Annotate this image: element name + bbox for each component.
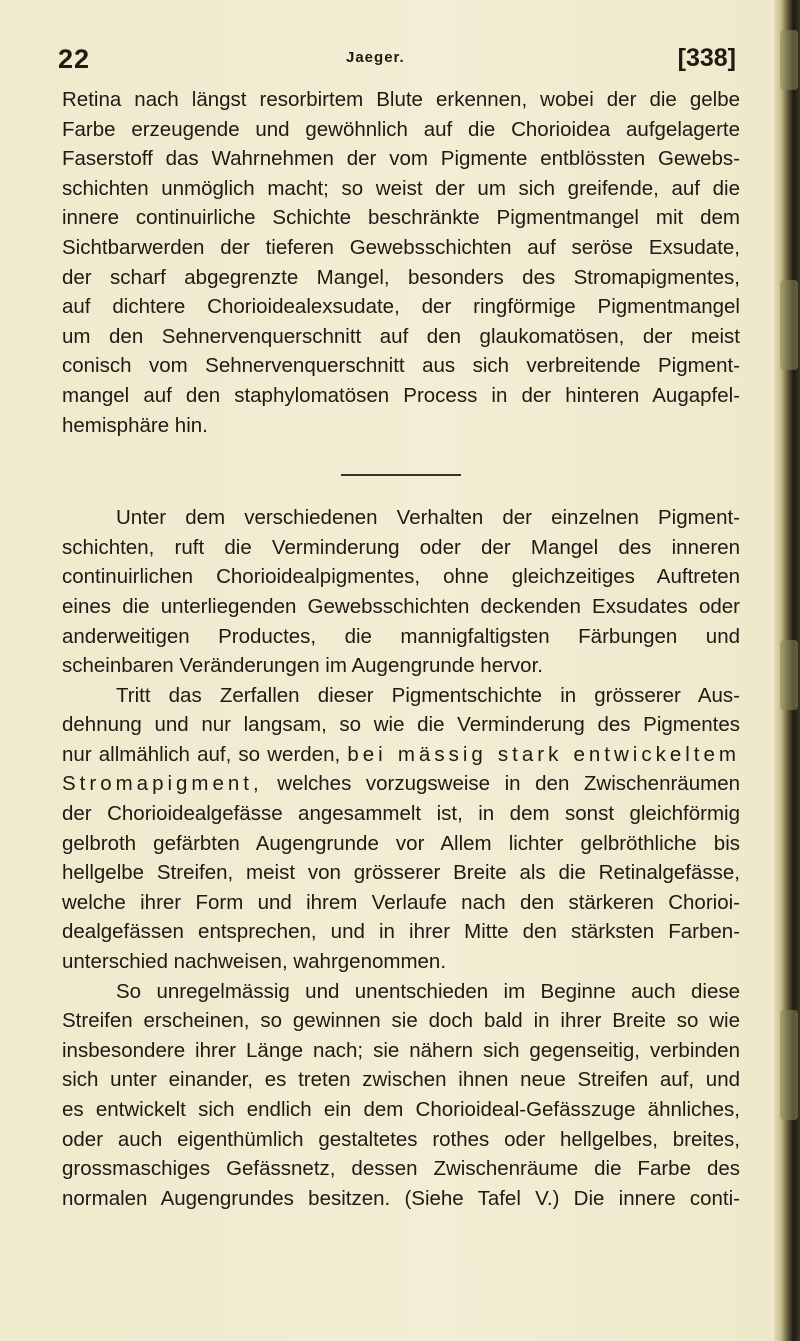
emphasized-text: bei mässig stark entwickeltem xyxy=(347,742,740,766)
text-line: Unter dem verschiedenen Verhalten der einzelnen Pigment- xyxy=(116,506,740,530)
text-line: oder auch eigenthümlich gestaltetes rothes oder hellgelbes, breites, xyxy=(62,1127,740,1151)
text-line: mangel auf den staphylomatösen Process in der hinteren Augapfel- xyxy=(62,383,740,407)
text-fragment: welches vorzugsweise in den Zwischenräumen xyxy=(277,772,740,796)
text-line: anderweitigen Productes, die mannigfaltigsten Färbungen und xyxy=(62,624,740,648)
page-number: 22 xyxy=(58,44,91,74)
text-line: es entwickelt sich endlich ein dem Chorioideal-Gefässzuge ähnliches, xyxy=(62,1098,740,1121)
text-line xyxy=(62,740,740,770)
text-line: hemisphäre hin. xyxy=(62,413,208,437)
text-line: normalen Augengrundes besitzen. (Siehe Tafel V.) Die innere conti- xyxy=(62,1186,740,1210)
text-line: Retina nach längst resorbirtem Blute erkennen, wobei der die gelbe xyxy=(62,88,740,111)
text-line: innere continuirliche Schichte beschränkte Pigmentmangel mit dem xyxy=(62,206,740,230)
text-line: eines die unterliegenden Gewebsschichten deckenden Exsudates oder xyxy=(62,594,740,618)
text-line: sich unter einander, es treten zwischen ihnen neue Streifen auf, und xyxy=(62,1068,740,1092)
text-line: um den Sehnervenquerschnitt auf den glaukomatösen, der meist xyxy=(62,324,740,348)
paragraph-4 xyxy=(62,977,740,1214)
text-line: scheinbaren Veränderungen im Augengrunde hervor. xyxy=(62,654,543,678)
paragraph-2 xyxy=(62,503,740,681)
text-line: dealgefässen entsprechen, und in ihrer Mitte den stärksten Farben- xyxy=(62,920,740,944)
text-line: conisch vom Sehnervenquerschnitt aus sich verbreitende Pigment- xyxy=(62,354,740,378)
text-line: continuirlichen Chorioidealpigmentes, ohne gleichzeitiges Auftreten xyxy=(62,565,740,589)
edge-stain xyxy=(780,640,798,710)
edge-stain xyxy=(780,1010,798,1120)
section-number: [338] xyxy=(677,44,736,72)
page-edge-shadow xyxy=(774,0,800,1341)
text-line: hellgelbe Streifen, meist von grösserer Breite als die Retinalgefässe, xyxy=(62,861,740,885)
running-head: Jaeger. xyxy=(346,49,405,66)
text-line: Farbe erzeugende und gewöhnlich auf die Chorioidea aufgelagerte xyxy=(62,117,740,141)
text-line: insbesondere ihrer Länge nach; sie nähern sich gegenseitig, verbinden xyxy=(62,1038,740,1062)
text-line: Streifen erscheinen, so gewinnen sie doch bald in ihrer Breite so wie xyxy=(62,1009,740,1033)
text-line: auf dichtere Chorioidealexsudate, der ringförmige Pigmentmangel xyxy=(62,295,740,319)
edge-stain xyxy=(780,280,798,370)
text-line: Tritt das Zerfallen dieser Pigmentschichte in grösserer Aus- xyxy=(116,683,740,707)
section-divider xyxy=(341,474,461,476)
edge-stain xyxy=(780,30,798,90)
text-line: unterschied nachweisen, wahrgenommen. xyxy=(62,950,447,974)
text-line: grossmaschiges Gefässnetz, dessen Zwischenräume die Farbe des xyxy=(62,1157,740,1181)
text-line: Sichtbarwerden der tieferen Gewebsschichten auf seröse Exsudate, xyxy=(62,235,740,259)
text-line: schichten, ruft die Verminderung oder der Mangel des inneren xyxy=(62,535,740,559)
text-line: der scharf abgegrenzte Mangel, besonders des Stromapigmentes, xyxy=(62,265,740,289)
text-line: So unregelmässig und unentschieden im Beginne auch diese xyxy=(116,979,740,1003)
text-line: Faserstoff das Wahrnehmen der vom Pigmente entblössten Gewebs- xyxy=(62,147,740,171)
page-header xyxy=(58,44,736,84)
text-line: der Chorioidealgefässe angesammelt ist, in dem sonst gleichförmig xyxy=(62,802,740,826)
paragraph-3 xyxy=(62,681,740,977)
emphasized-text: Stromapigment, xyxy=(62,772,263,796)
text-fragment: nur allmählich auf, so werden, xyxy=(62,742,341,766)
text-line: schichten unmöglich macht; so weist der um sich greifende, auf die xyxy=(62,176,740,200)
body-text xyxy=(62,85,740,1213)
text-line xyxy=(62,769,740,799)
text-line: welche ihrer Form und ihrem Verlaufe nach den stärkeren Chorioi- xyxy=(62,890,740,914)
text-line: dehnung und nur langsam, so wie die Verminderung des Pigmentes xyxy=(62,713,740,737)
text-line: gelbroth gefärbten Augengrunde vor Allem lichter gelbröthliche bis xyxy=(62,831,740,855)
paragraph-1 xyxy=(62,85,740,440)
